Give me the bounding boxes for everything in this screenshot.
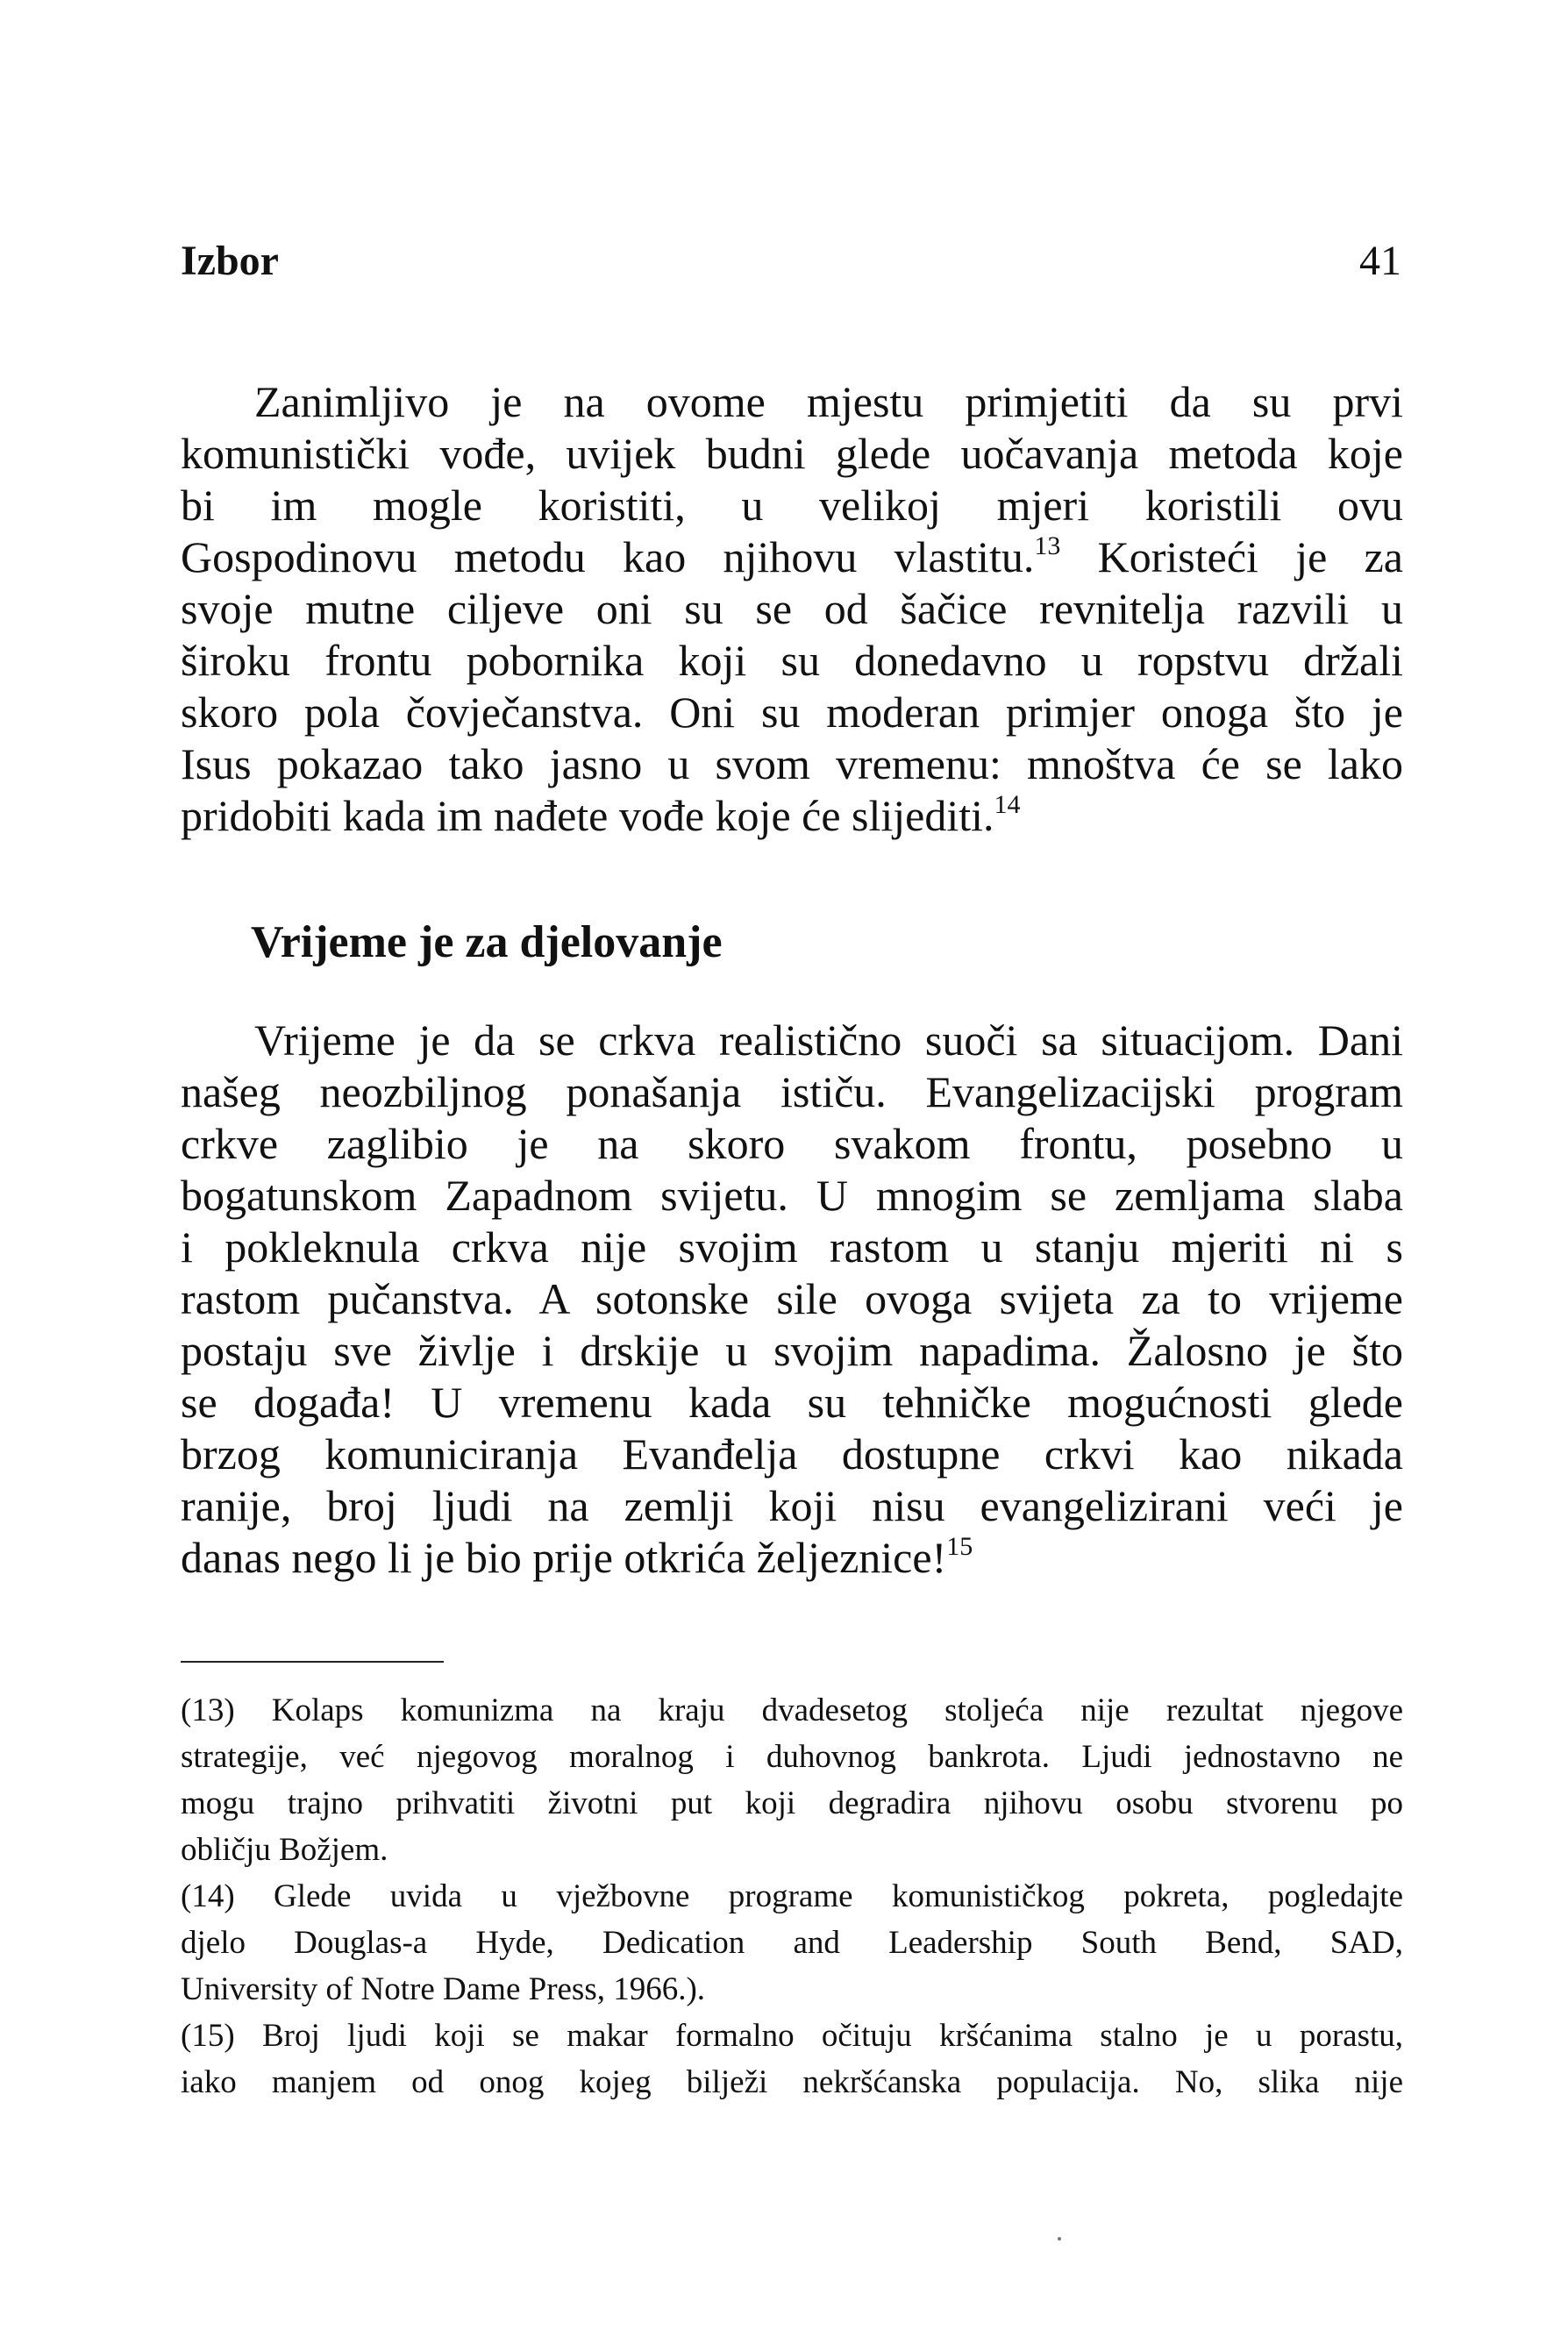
paragraph-line: komunistički vođe, uvijek budni glede uočavanja metoda koje xyxy=(181,429,1403,478)
paragraph-fragment: Gospodinovu metodu kao njihovu vlastitu. xyxy=(181,532,1035,581)
paragraph-2 xyxy=(181,1015,1403,1584)
paragraph-line xyxy=(181,1532,1403,1584)
paragraph-line: Vrijeme je da se crkva realistično suoči sa situacijom. Dani xyxy=(254,1015,1403,1065)
section-heading: Vrijeme je za djelovanje xyxy=(251,917,723,967)
paragraph-fragment: pridobiti kada im nađete vođe koje će slijediti. xyxy=(181,791,994,840)
footnote-line: (13) Kolaps komunizma na kraju dvadesetog stoljeća nije rezultat njegove xyxy=(181,1692,1403,1728)
paragraph-1 xyxy=(181,376,1403,842)
page-number: 41 xyxy=(1359,238,1401,284)
paragraph-line: skoro pola čovječanstva. Oni su moderan primjer onoga što je xyxy=(181,688,1403,737)
running-head xyxy=(181,235,1401,288)
paragraph-fragment: danas nego li je bio prije otkrića željeznice! xyxy=(181,1533,947,1582)
paragraph-line: crkve zaglibio je na skoro svakom frontu, posebno u xyxy=(181,1119,1403,1168)
paragraph-fragment: Koristeći je za xyxy=(1097,532,1404,581)
paragraph-line: našeg neozbiljnog ponašanja ističu. Evangelizacijski program xyxy=(181,1067,1403,1116)
footnote-line: strategije, već njegovog moralnog i duhovnog bankrota. Ljudi jednostavno ne xyxy=(181,1739,1403,1775)
footnotes xyxy=(181,1687,1403,2106)
footnote-13 xyxy=(181,1687,1403,1873)
footnote-ref-14: 14 xyxy=(994,790,1021,819)
footnote-line: obličju Božjem. xyxy=(181,1832,388,1868)
footnote-line: (14) Glede uvida u vježbovne programe komunističkog pokreta, pogledajte xyxy=(181,1878,1403,1914)
paragraph-line: bogatunskom Zapadnom svijetu. U mnogim se zemljama slaba xyxy=(181,1171,1403,1220)
paragraph-line xyxy=(181,531,1403,583)
footnote-line: iako manjem od onog kojeg bilježi nekršćanska populacija. No, slika nije xyxy=(181,2064,1403,2100)
footnote-15 xyxy=(181,2013,1403,2106)
paragraph-line: Zanimljivo je na ovome mjestu primjetiti da su prvi xyxy=(254,377,1403,426)
print-speck xyxy=(1058,2237,1061,2241)
paragraph-line: široku frontu pobornika koji su donedavno u ropstvu držali xyxy=(181,636,1403,685)
paragraph-line xyxy=(181,790,1403,842)
footnote-14 xyxy=(181,1873,1403,2013)
paragraph-line: brzog komuniciranja Evanđelja dostupne crkvi kao nikada xyxy=(181,1429,1403,1479)
footnote-ref-13: 13 xyxy=(1034,531,1061,560)
paragraph-line: ranije, broj ljudi na zemlji koji nisu evangelizirani veći je xyxy=(181,1481,1403,1530)
chapter-title: Izbor xyxy=(181,238,279,284)
paragraph-line: svoje mutne ciljeve oni su se od šačice revnitelja razvili u xyxy=(181,584,1403,633)
paragraph-line: rastom pučanstva. A sotonske sile ovoga svijeta za to vrijeme xyxy=(181,1274,1403,1323)
paragraph-line: Isus pokazao tako jasno u svom vremenu: mnoštva će se lako xyxy=(181,739,1403,788)
footnote-ref-15: 15 xyxy=(946,1532,973,1561)
paragraph-line: se događa! U vremenu kada su tehničke mogućnosti glede xyxy=(181,1378,1403,1427)
paragraph-line: i pokleknula crkva nije svojim rastom u stanju mjeriti ni s xyxy=(181,1222,1403,1272)
footnote-line: University of Notre Dame Press, 1966.). xyxy=(181,1971,706,2007)
footnote-divider xyxy=(181,1661,444,1663)
footnote-line: (15) Broj ljudi koji se makar formalno očituju kršćanima stalno je u porastu, xyxy=(181,2018,1403,2054)
footnote-line: djelo Douglas-a Hyde, Dedication and Leadership South Bend, SAD, xyxy=(181,1925,1403,1961)
paragraph-line: bi im mogle koristiti, u velikoj mjeri koristili ovu xyxy=(181,481,1403,530)
footnote-line: mogu trajno prihvatiti životni put koji degradira njihovu osobu stvorenu po xyxy=(181,1785,1403,1821)
paragraph-line: postaju sve življe i drskije u svojim napadima. Žalosno je što xyxy=(181,1326,1403,1375)
